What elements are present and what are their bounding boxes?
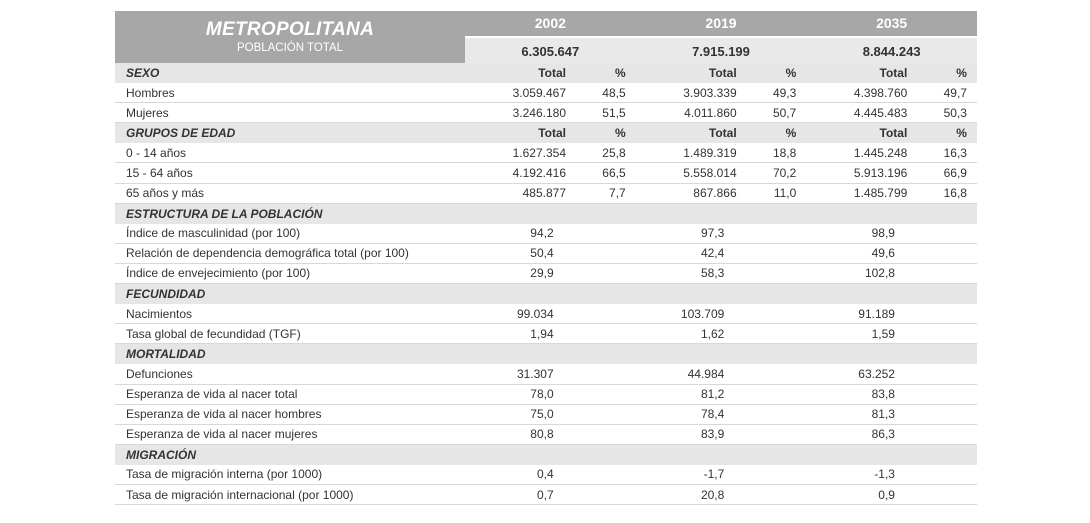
- cell-total: 3.059.467: [512, 85, 566, 100]
- cell-value: 75,0: [530, 407, 554, 422]
- cell-percent: 66,9: [943, 166, 967, 181]
- table-row: [115, 405, 977, 425]
- row-label: Índice de masculinidad (por 100): [126, 226, 301, 241]
- region-header: [115, 11, 465, 63]
- row-label: Índice de envejecimiento (por 100): [126, 266, 311, 281]
- cell-total: 1.445.248: [853, 145, 908, 160]
- table-header: [115, 11, 977, 63]
- table-row: [115, 324, 977, 344]
- year-label: 2002: [465, 11, 636, 36]
- cell-value: 83,9: [700, 427, 725, 442]
- table-row: [115, 425, 977, 445]
- year-label: 2035: [806, 11, 977, 36]
- cell-value: 83,8: [871, 387, 895, 402]
- column-header-percent: %: [614, 126, 626, 141]
- cell-percent: 70,2: [772, 166, 797, 181]
- section-header-row: [115, 344, 977, 364]
- table-row: [115, 244, 977, 264]
- column-header-total: Total: [538, 66, 566, 81]
- section-title: SEXO: [126, 66, 160, 81]
- table-row: [115, 485, 977, 505]
- cell-total: 1.627.354: [512, 145, 566, 160]
- cell-percent: 16,8: [943, 186, 967, 201]
- table-row: [115, 465, 977, 485]
- cell-value: 29,9: [530, 266, 554, 281]
- table-row: [115, 163, 977, 183]
- cell-percent: 25,8: [602, 145, 626, 160]
- cell-percent: 49,3: [772, 85, 797, 100]
- table-row: [115, 224, 977, 244]
- cell-value: -1,7: [703, 467, 725, 482]
- table-row: [115, 364, 977, 384]
- cell-value: 97,3: [700, 226, 725, 241]
- cell-percent: 48,5: [602, 85, 626, 100]
- cell-total: 3.903.339: [683, 85, 737, 100]
- cell-value: 81,3: [871, 407, 895, 422]
- year-column-header: [636, 11, 807, 63]
- year-label: 2019: [636, 11, 807, 36]
- cell-value: 50,4: [530, 246, 554, 261]
- section-header-row: [115, 123, 977, 143]
- total-population-value: 7.915.199: [636, 36, 807, 63]
- section-header-row: [115, 63, 977, 83]
- table-row: [115, 385, 977, 405]
- row-label: Tasa de migración internacional (por 1000): [126, 487, 354, 502]
- cell-value: 58,3: [700, 266, 725, 281]
- cell-value: 99.034: [516, 306, 554, 321]
- cell-value: 0,7: [536, 487, 554, 502]
- cell-value: 1,59: [871, 326, 895, 341]
- cell-value: 78,0: [530, 387, 554, 402]
- cell-total: 3.246.180: [512, 105, 566, 120]
- cell-percent: 16,3: [943, 145, 967, 160]
- total-population-value: 8.844.243: [806, 36, 977, 63]
- cell-percent: 50,3: [943, 105, 967, 120]
- cell-percent: 49,7: [943, 85, 967, 100]
- row-label: Tasa de migración interna (por 1000): [126, 467, 323, 482]
- section-title: MIGRACIÓN: [126, 447, 196, 462]
- cell-value: 1,94: [530, 326, 554, 341]
- cell-percent: 51,5: [602, 105, 626, 120]
- cell-percent: 18,8: [772, 145, 797, 160]
- column-header-total: Total: [879, 126, 908, 141]
- cell-value: 78,4: [700, 407, 725, 422]
- population-table: [115, 11, 977, 505]
- column-header-total: Total: [708, 126, 737, 141]
- row-label: Defunciones: [126, 366, 193, 381]
- cell-value: 42,4: [700, 246, 725, 261]
- cell-percent: 50,7: [772, 105, 797, 120]
- column-header-percent: %: [614, 66, 626, 81]
- population-total-label: POBLACIÓN TOTAL: [236, 42, 344, 54]
- year-column-header: [806, 11, 977, 63]
- table-row: [115, 103, 977, 123]
- year-column-header: [465, 11, 636, 63]
- cell-percent: 11,0: [773, 186, 797, 201]
- cell-value: 1,62: [700, 326, 725, 341]
- cell-total: 1.489.319: [683, 145, 737, 160]
- cell-value: 103.709: [680, 306, 725, 321]
- row-label: Nacimientos: [126, 306, 193, 321]
- column-header-percent: %: [956, 126, 967, 141]
- cell-total: 4.192.416: [512, 166, 566, 181]
- cell-total: 4.445.483: [853, 105, 908, 120]
- column-header-total: Total: [879, 66, 908, 81]
- row-label: Tasa global de fecundidad (TGF): [126, 326, 301, 341]
- cell-value: 20,8: [700, 487, 725, 502]
- column-header-total: Total: [538, 126, 566, 141]
- section-title: FECUNDIDAD: [126, 287, 206, 302]
- section-title: ESTRUCTURA DE LA POBLACIÓN: [126, 206, 323, 221]
- table-body: [115, 63, 977, 505]
- cell-value: 0,4: [536, 467, 554, 482]
- cell-total: 867.866: [693, 186, 737, 201]
- row-label: Esperanza de vida al nacer hombres: [126, 407, 322, 422]
- row-label: Relación de dependencia demográfica total (por 100): [126, 246, 409, 261]
- section-title: MORTALIDAD: [126, 347, 206, 362]
- cell-value: 63.252: [858, 366, 895, 381]
- cell-value: 102,8: [864, 266, 895, 281]
- cell-value: 91.189: [858, 306, 895, 321]
- column-header-percent: %: [785, 66, 797, 81]
- cell-value: 31.307: [516, 366, 554, 381]
- cell-total: 4.011.860: [684, 105, 737, 120]
- cell-total: 4.398.760: [853, 85, 908, 100]
- cell-value: 81,2: [700, 387, 725, 402]
- table-row: [115, 184, 977, 204]
- section-header-row: [115, 445, 977, 465]
- cell-value: 86,3: [871, 427, 895, 442]
- section-header-row: [115, 204, 977, 224]
- cell-total: 485.877: [522, 186, 566, 201]
- row-label: Mujeres: [126, 105, 169, 120]
- cell-percent: 7,7: [608, 186, 626, 201]
- row-label: Hombres: [126, 85, 175, 100]
- column-header-percent: %: [956, 66, 967, 81]
- cell-total: 5.558.014: [683, 166, 737, 181]
- cell-value: -1,3: [874, 467, 895, 482]
- cell-total: 1.485.799: [853, 186, 908, 201]
- section-title: GRUPOS DE EDAD: [126, 126, 236, 141]
- row-label: Esperanza de vida al nacer total: [126, 387, 298, 402]
- cell-total: 5.913.196: [853, 166, 908, 181]
- cell-value: 94,2: [530, 226, 554, 241]
- row-label: 0 - 14 años: [126, 145, 187, 160]
- table-row: [115, 143, 977, 163]
- table-row: [115, 264, 977, 284]
- table-row: [115, 83, 977, 103]
- region-name: METROPOLITANA: [205, 19, 375, 40]
- total-population-value: 6.305.647: [465, 36, 636, 63]
- cell-value: 44.984: [687, 366, 725, 381]
- column-header-percent: %: [785, 126, 797, 141]
- cell-value: 0,9: [878, 487, 895, 502]
- cell-percent: 66,5: [602, 166, 626, 181]
- cell-value: 80,8: [530, 427, 554, 442]
- row-label: 15 - 64 años: [126, 166, 193, 181]
- section-header-row: [115, 284, 977, 304]
- table-row: [115, 304, 977, 324]
- cell-value: 98,9: [871, 226, 895, 241]
- row-label: 65 años y más: [126, 186, 205, 201]
- row-label: Esperanza de vida al nacer mujeres: [126, 427, 318, 442]
- cell-value: 49,6: [871, 246, 895, 261]
- column-header-total: Total: [708, 66, 737, 81]
